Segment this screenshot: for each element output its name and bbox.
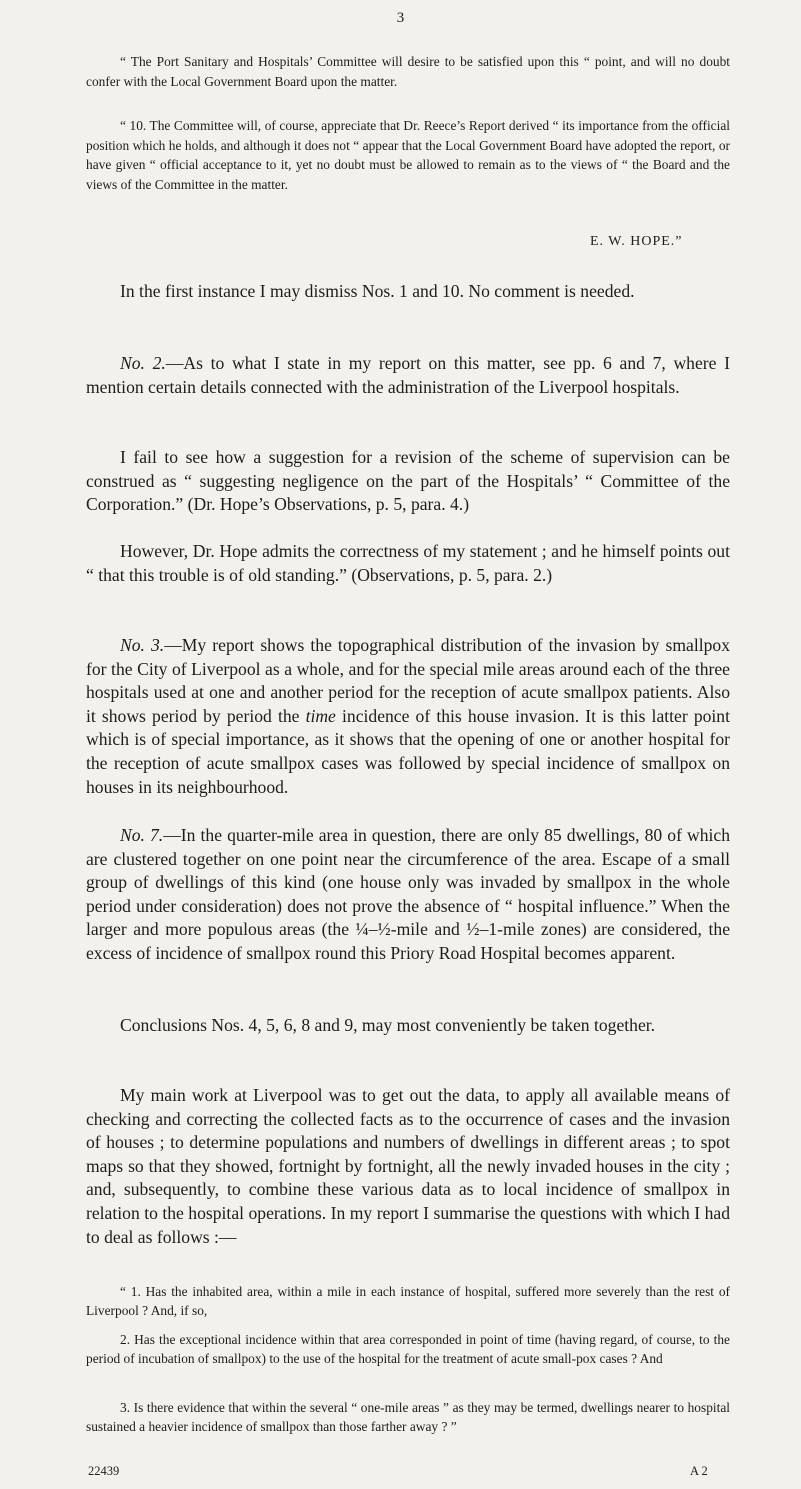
body-paragraph (86, 634, 730, 799)
emphasis: time (305, 705, 336, 726)
footer-print-code: 22439 (88, 1464, 120, 1478)
quote-paragraph: “ The Port Sanitary and Hospitals’ Committee will desire to be satisfied upon this “ point, and will no doubt confer with the Local Government Board upon the matter. (86, 54, 730, 89)
footer-signature-mark: A 2 (690, 1464, 708, 1478)
body-paragraph: Conclusions Nos. 4, 5, 6, 8 and 9, may most conveniently be taken together. (120, 1015, 656, 1035)
body-paragraph (86, 824, 730, 966)
section-label: No. 7. (120, 825, 164, 845)
body-paragraph: My main work at Liverpool was to get out the data, to apply all available means of checking and correcting the collected facts as to the occurrence of cases and the invasion of houses ; to determine populations and numbers of dwellings in different areas ; to spot maps so that they showed, fortnight by fortnight, all the newly invaded houses in the city ; and, subsequently, to combine these various data as to local incidence of smallpox in relation to the hospital operations. In my report I summarise the questions with which I had to deal as follows :— (86, 1085, 730, 1247)
quote-item: 3. Is there evidence that within the several “ one-mile areas ” as they may be termed, dwellings nearer to hospital sustained a heavier incidence of smallpox than those farther away ? ” (86, 1400, 730, 1434)
paragraph-text: —My report shows the topographical distribution of the invasion by smallpox for the City of Liverpool as a whole, and for the special mile areas around each of the three hospitals used at one and another period for the reception of acute smallpox patients. Also it shows period by period the (86, 635, 730, 726)
quote-item: “ 1. Has the inhabited area, within a mile in each instance of hospital, suffered more severely than the rest of Liverpool ? And, if so, (86, 1284, 730, 1318)
paragraph-text: —As to what I state in my report on this matter, see pp. 6 and 7, where I mention certain details connected with the administration of the Liverpool hospitals. (86, 353, 730, 397)
quote-paragraph: “ 10. The Committee will, of course, appreciate that Dr. Reece’s Report derived “ its importance from the official position which he holds, and although it does not “ appear that the Local Government Board have adopted the report, or have given “ official acceptance to it, yet no doubt must be allowed to remain as to the views of “ the Board and the views of the Committee in the matter. (86, 118, 730, 192)
body-paragraph: I fail to see how a suggestion for a revision of the scheme of supervision can be construed as “ suggesting negligence on the part of the Hospitals’ “ Committee of the Corporation.” (Dr. Hope’s Observations, p. 5, para. 4.) (86, 447, 730, 515)
body-paragraph: In the first instance I may dismiss Nos. 1 and 10. No comment is needed. (120, 281, 635, 301)
paragraph-text: —In the quarter-mile area in question, there are only 85 dwellings, 80 of which are clustered together on one point near the circumference of the area. Escape of a small group of dwellings of this kind (one house only was invaded by smallpox in the whole period under consideration) does not prove the absence of “ hospital influence.” When the larger and more populous areas (the ¼–½-mile and ½–1-mile zones) are considered, the excess of incidence of smallpox round this Priory Road Hospital becomes apparent. (86, 825, 731, 963)
quote-item: 2. Has the exceptional incidence within that area corresponded in point of time (having regard, of course, to the period of incubation of smallpox) to the use of the hospital for the treatment of acute small-pox cases ? And (86, 1332, 730, 1366)
section-label: No. 2. (120, 353, 166, 373)
body-paragraph: However, Dr. Hope admits the correctness of my statement ; and he himself points out “ that this trouble is of old standing.” (Observations, p. 5, para. 2.) (86, 541, 730, 585)
paragraph-text: incidence of this house invasion. It is this latter point which is of special importance, as it shows that the opening of one or another hospital for the reception of acute smallpox cases was followed by special incidence of smallpox on houses in its neighbourhood. (86, 705, 730, 797)
page-number: 3 (396, 10, 405, 26)
signature: E. W. HOPE.” (590, 234, 683, 249)
body-paragraph (86, 352, 730, 399)
section-label: No. 3. (120, 635, 165, 655)
